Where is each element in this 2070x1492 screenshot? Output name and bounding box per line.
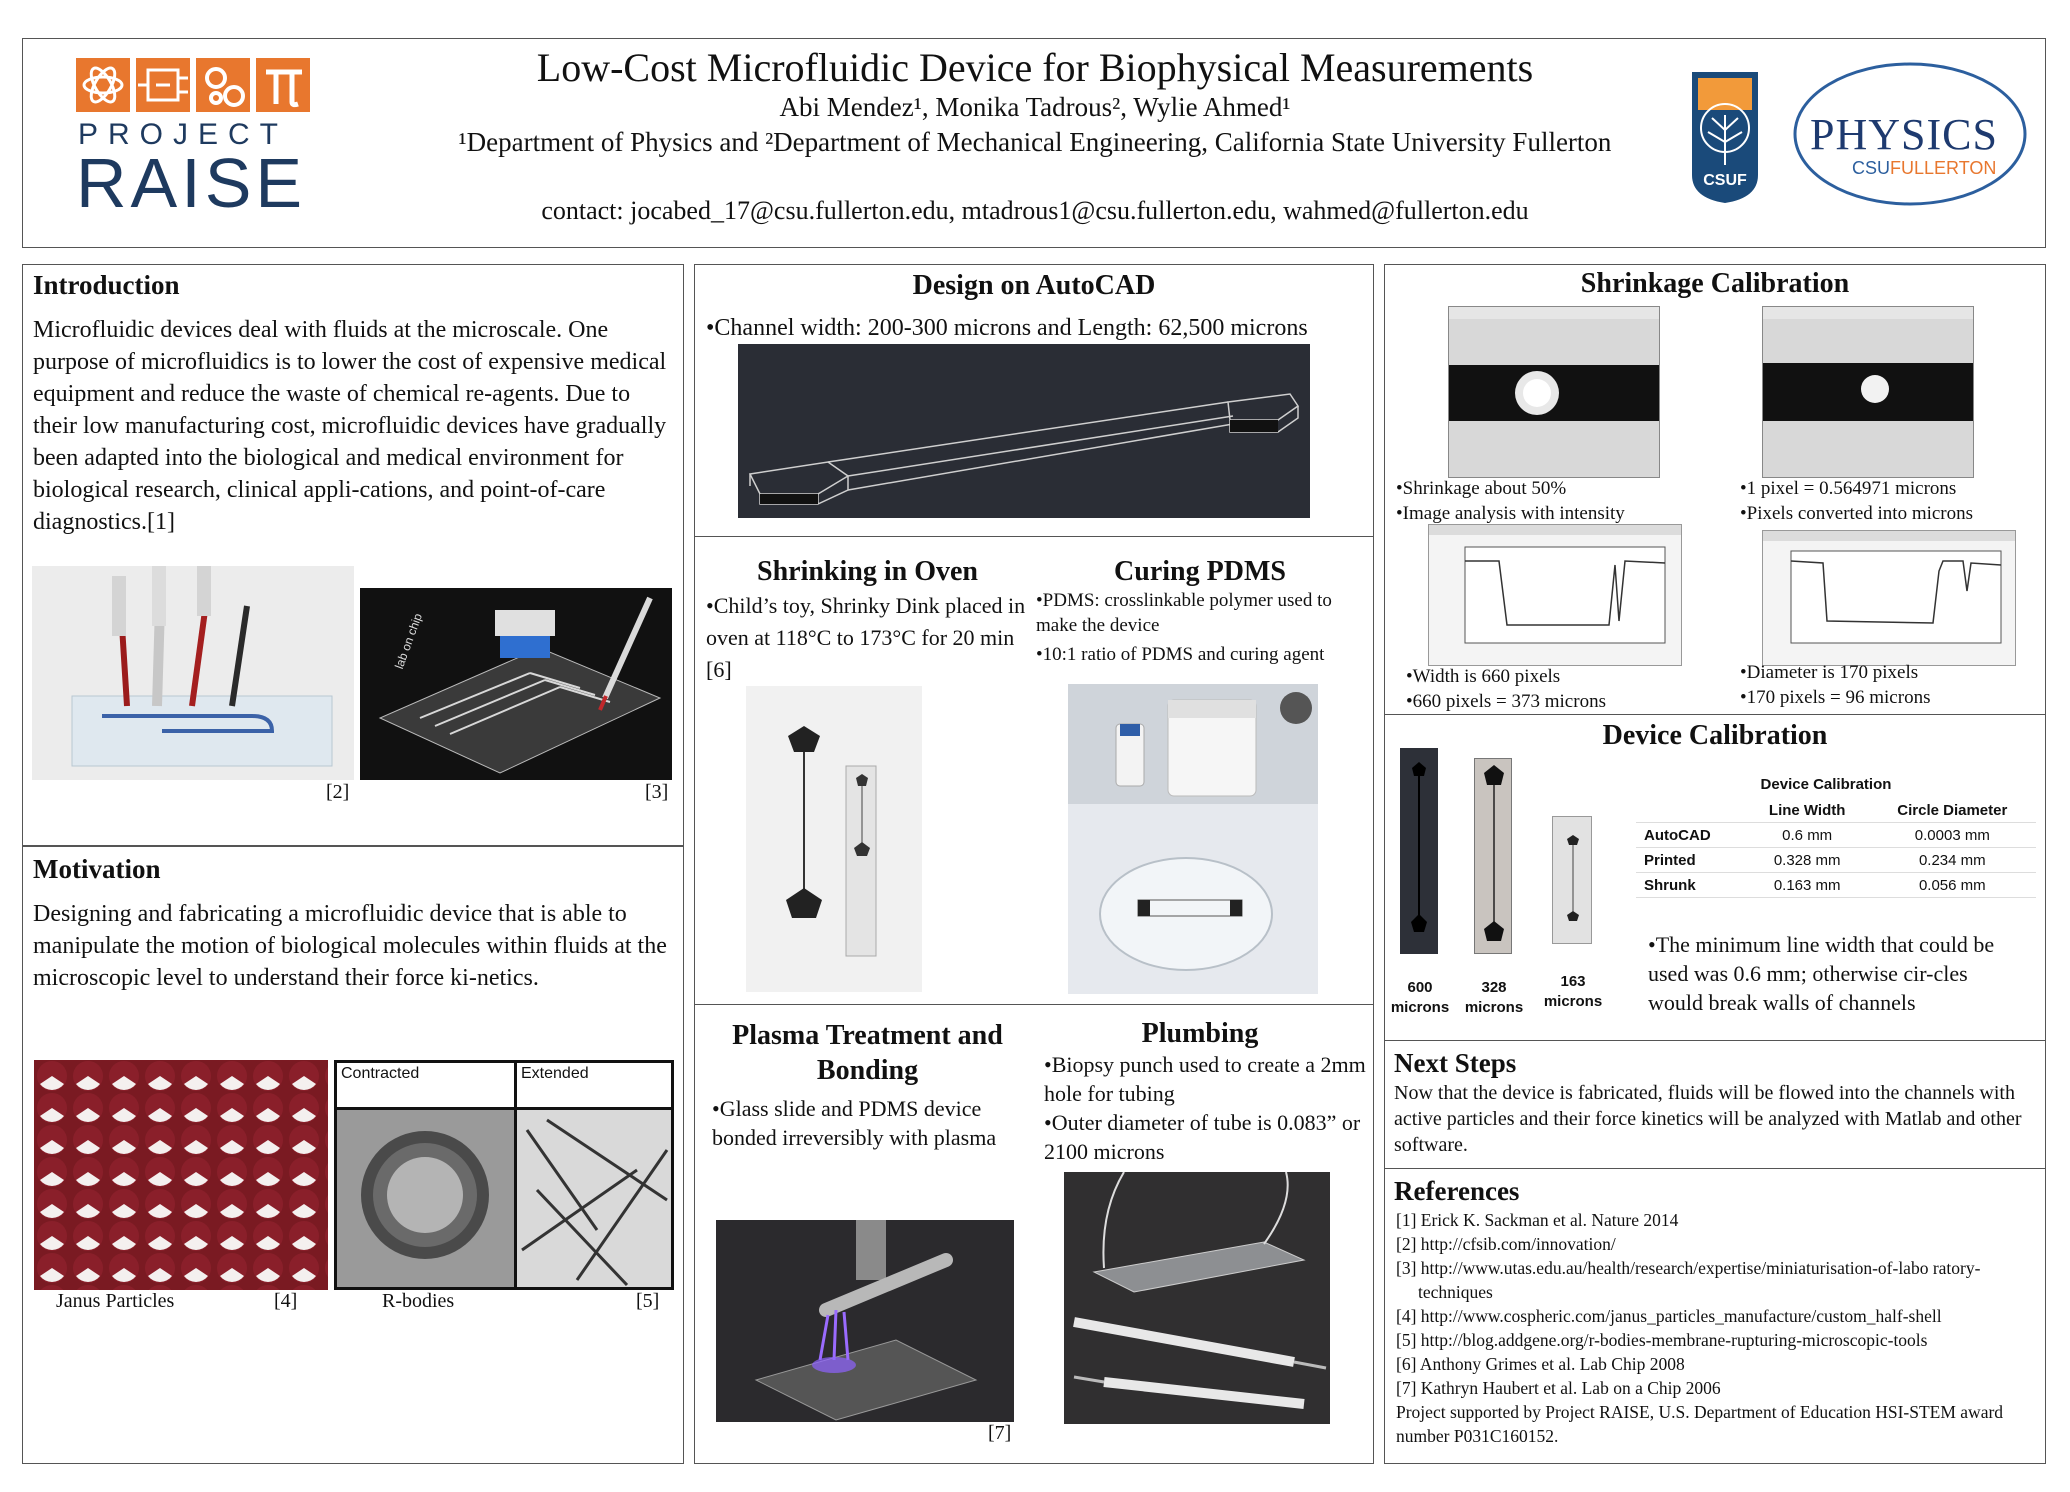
shrinky-dink-photo <box>746 686 922 992</box>
device-cal-heading: Device Calibration <box>1602 720 1828 751</box>
reference-item: [4] http://www.cospheric.com/janus_particles_manufacture/custom_half-shell <box>1396 1306 1942 1326</box>
references-list <box>1396 1208 2036 1448</box>
raise-logo-line1: PROJECT <box>78 118 289 151</box>
contracted-label: Contracted <box>341 1065 420 1082</box>
raise-logo-line2: RAISE <box>76 144 307 222</box>
project-raise-logo <box>76 56 316 222</box>
references-heading: References <box>1394 1176 1520 1206</box>
plumbing-photo <box>1064 1172 1330 1424</box>
plasma-heading: Plasma Treatment and Bonding <box>732 1020 1003 1086</box>
right-divider-1 <box>1384 714 2046 715</box>
device-sample-163 <box>1552 816 1592 944</box>
reference-item: [3] http://www.utas.edu.au/health/research/expertise/miniaturisation-of-labo ratory-techniques <box>1396 1258 1981 1302</box>
r-bodies-caption: R-bodies <box>382 1290 455 1312</box>
reference-item: [5] http://blog.addgene.org/r-bodies-membrane-rupturing-microscopic-tools <box>1396 1330 1928 1350</box>
plasma-bullet: •Glass slide and PDMS device bonded irreversibly with plasma <box>712 1096 997 1150</box>
shrinkage-bullet-8: •170 pixels = 96 microns <box>1740 687 1931 708</box>
shrinkage-bullet-2: •Image analysis with intensity <box>1396 503 1625 524</box>
csuf-seal-logo <box>1690 70 1760 205</box>
shrinkage-right-bottom <box>1740 660 2040 710</box>
poster-authors: Abi Mendez¹, Monika Tadrous², Wylie Ahmed¹ <box>779 92 1291 122</box>
plasma-treatment-photo <box>716 1220 1014 1422</box>
device-sample-600 <box>1400 748 1438 954</box>
shrinkage-micrograph-right <box>1762 306 1974 478</box>
csuf-label: CSUF <box>1703 172 1747 189</box>
janus-particles-photo <box>34 1060 328 1290</box>
fig3-ref: [3] <box>645 781 669 803</box>
lab-on-chip-label: lab on chip <box>392 611 426 671</box>
r-bodies-ref: [5] <box>636 1290 660 1312</box>
reference-item: [1] Erick K. Sackman et al. Nature 2014 <box>1396 1210 1679 1230</box>
oven-heading: Shrinking in Oven <box>757 556 978 587</box>
plumbing-heading: Plumbing <box>1141 1018 1259 1049</box>
table-row: Shrunk 0.163 mm 0.056 mm <box>1636 873 2036 898</box>
janus-caption: Janus Particles <box>56 1290 175 1312</box>
shrinkage-bullet-7: •Diameter is 170 pixels <box>1740 662 1919 683</box>
intensity-plot-right <box>1762 530 2016 666</box>
fig2-ref: [2] <box>326 781 350 803</box>
next-steps-text: Now that the device is fabricated, fluids will be flowed into the channels with active particles and their force kinetics will be analyzed with Matlab and other software. <box>1394 1082 2022 1156</box>
introduction-heading: Introduction <box>33 270 180 300</box>
poster-affiliation: ¹Department of Physics and ²Department of Mechanical Engineering, California State University Fullerton <box>458 127 1612 157</box>
curing-bullet-2: •10:1 ratio of PDMS and curing agent <box>1036 644 1325 665</box>
shrinkage-right-bullets <box>1740 476 2040 526</box>
plasma-ref: [7] <box>988 1422 1012 1444</box>
curing-bullets <box>1036 588 1366 667</box>
curing-bullet-1: •PDMS: crosslinkable polymer used to make the device <box>1036 590 1332 636</box>
next-steps-heading: Next Steps <box>1394 1048 1517 1078</box>
introduction-text: Microfluidic devices deal with fluids at the microscale. One purpose of microfluidics is to lower the cost of expensive medical equipment and reduce the waste of chemical re-agents. Due to their low manufacturing cost, microfluidic devices have gradually been adapted into the biological and medical environment for biological research, clinical appli-cations, and point-of-care diagnostics.[1] <box>33 317 667 535</box>
intensity-plot-left <box>1428 524 1682 666</box>
reference-item: [7] Kathryn Haubert et al. Lab on a Chip 2006 <box>1396 1378 1721 1398</box>
lab-on-chip-photo <box>360 588 672 780</box>
shrinkage-left-bottom <box>1406 664 1736 714</box>
design-heading: Design on AutoCAD <box>912 270 1156 301</box>
curing-heading: Curing PDMS <box>1114 556 1286 587</box>
oven-bullet: •Child’s toy, Shrinky Dink placed in oven at 118°C to 173°C for 20 min [6] <box>706 593 1026 682</box>
funding-note: Project supported by Project RAISE, U.S. Department of Education HSI-STEM award number P031C160152. <box>1396 1402 2004 1446</box>
shrinkage-heading: Shrinkage Calibration <box>1580 268 1850 299</box>
physics-label: PHYSICS <box>1810 110 1998 159</box>
autocad-render <box>738 344 1310 518</box>
motivation-text: Designing and fabricating a microfluidic device that is able to manipulate the motion of biological molecules within fluids at the microscopic level to understand their force ki-netics. <box>33 901 667 991</box>
sample-label-600: 600 microns <box>1390 979 1450 1016</box>
reference-item: [6] Anthony Grimes et al. Lab Chip 2008 <box>1396 1354 1685 1374</box>
microfluidic-chip-photo <box>32 566 354 780</box>
shrinkage-left-bullets <box>1396 476 1726 526</box>
plumbing-bullet-2: •Outer diameter of tube is 0.083” or 2100 microns <box>1044 1110 1361 1164</box>
poster-title: Low-Cost Microfluidic Device for Biophysical Measurements <box>536 45 1534 90</box>
extended-label: Extended <box>521 1065 589 1082</box>
reference-item: [2] http://cfsib.com/innovation/ <box>1396 1234 1616 1254</box>
table-row: AutoCAD 0.6 mm 0.0003 mm <box>1636 823 2036 848</box>
table-row: Printed 0.328 mm 0.234 mm <box>1636 848 2036 873</box>
physics-sub-label: CSUFULLERTON <box>1852 158 1997 178</box>
device-sample-328 <box>1474 758 1512 954</box>
shrinkage-bullet-6: •660 pixels = 373 microns <box>1406 691 1606 712</box>
shrinkage-bullet-4: •Pixels converted into microns <box>1740 503 1974 524</box>
sample-label-328: 328 microns <box>1464 979 1524 1016</box>
design-bullet: •Channel width: 200-300 microns and Length: 62,500 microns <box>706 315 1308 341</box>
plumbing-bullet-1: •Biopsy punch used to create a 2mm hole for tubing <box>1044 1052 1366 1106</box>
raise-icons <box>76 56 316 116</box>
middle-divider-2 <box>694 1004 1374 1005</box>
motivation-heading: Motivation <box>33 854 161 884</box>
contracted-micrograph <box>337 1110 514 1290</box>
r-bodies-figure <box>334 1060 674 1290</box>
right-divider-2 <box>1384 1040 2046 1041</box>
shrinkage-bullet-1: •Shrinkage about 50% <box>1396 478 1567 499</box>
middle-divider-1 <box>694 536 1374 537</box>
sample-label-163: 163 microns <box>1543 973 1603 1010</box>
physics-csuf-logo <box>1790 54 2030 214</box>
extended-micrograph <box>517 1110 674 1290</box>
plumbing-bullets <box>1044 1050 1369 1166</box>
pdms-curing-photo <box>1068 684 1318 994</box>
shrinkage-bullet-3: •1 pixel = 0.564971 microns <box>1740 478 1957 499</box>
device-cal-table-title: Device Calibration <box>1760 776 1892 793</box>
right-divider-3 <box>1384 1168 2046 1169</box>
shrinkage-bullet-5: •Width is 660 pixels <box>1406 666 1561 687</box>
device-cal-table <box>1636 798 2036 898</box>
table-header-row: Line Width Circle Diameter <box>1636 798 2036 823</box>
device-cal-note: •The minimum line width that could be used was 0.6 mm; otherwise cir-cles would break walls of channels <box>1648 932 1995 1015</box>
janus-ref: [4] <box>274 1290 298 1312</box>
poster-contact: contact: jocabed_17@csu.fullerton.edu, mtadrous1@csu.fullerton.edu, wahmed@fullerton.edu <box>541 196 1529 225</box>
shrinkage-micrograph-left <box>1448 306 1660 478</box>
